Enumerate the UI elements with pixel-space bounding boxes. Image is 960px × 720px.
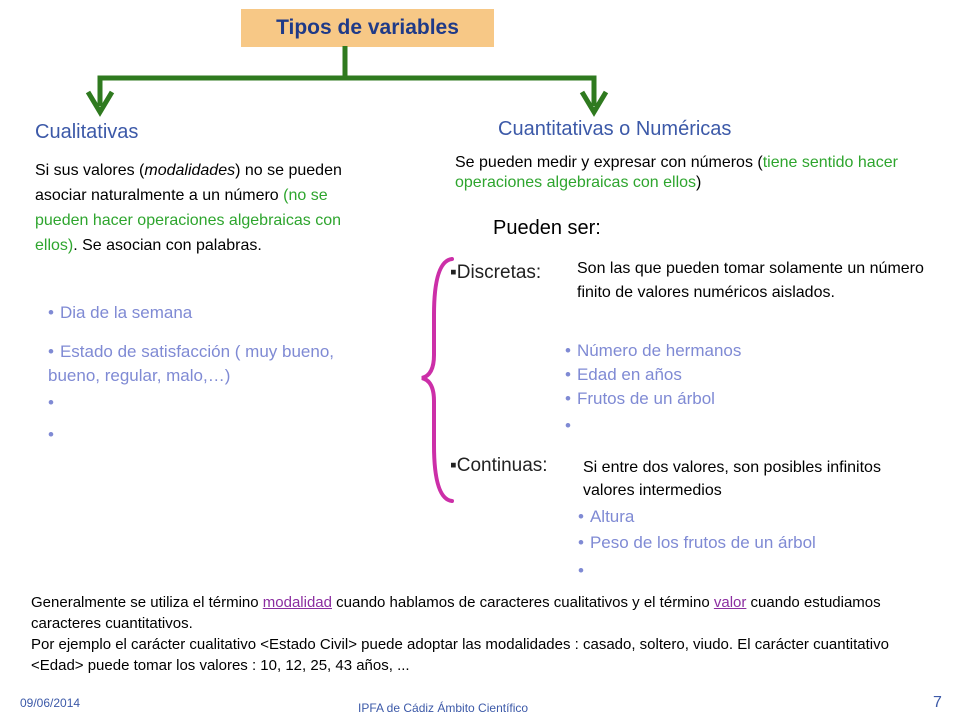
list-item-empty: • — [48, 393, 54, 412]
list-item-empty: • — [48, 425, 54, 444]
qualitative-description: Si sus valores (modalidades) no se pueden asociar naturalmente a un número (no se pueden hacer operaciones algebraicas con ellos). Se asocian con palabras. — [35, 162, 342, 254]
list-item: • Dia de la semana — [48, 303, 193, 322]
footer-center: IPFA de Cádiz Ámbito Científico — [358, 701, 529, 715]
quantitative-description: Se pueden medir y expresar con números (tiene sentido hacer operaciones algebraicas con ellos) — [455, 154, 898, 191]
list-item: • Altura — [578, 507, 635, 526]
page-title: Tipos de variables — [241, 9, 494, 47]
continuous-label: ▪Continuas: — [450, 455, 548, 476]
list-item: • Número de hermanos — [565, 341, 742, 360]
page-number: 7 — [933, 694, 942, 711]
list-item-empty: • — [578, 561, 584, 580]
list-item-empty: • — [565, 416, 571, 435]
tree-diagram-arrows — [0, 0, 960, 130]
pueden-ser-label: Pueden ser: — [493, 217, 601, 239]
footer-date: 09/06/2014 — [20, 696, 81, 710]
list-item: • Edad en años — [565, 365, 682, 384]
note-paragraph-1: Generalmente se utiliza el término modalidad cuando hablamos de caracteres cualitativos y el término valor cuando estudiamos caracteres cuantitativos. — [31, 594, 881, 632]
valor-link[interactable]: valor — [713, 594, 747, 611]
bottom-note — [31, 592, 931, 676]
list-item: • Frutos de un árbol — [565, 389, 715, 408]
discrete-label: ▪Discretas: — [450, 262, 542, 283]
modalidad-link[interactable]: modalidad — [262, 594, 332, 611]
continuous-description: Si entre dos valores, son posibles infinitos valores intermedios — [583, 459, 881, 499]
note-paragraph-2: Por ejemplo el carácter cualitativo <Estado Civil> puede adoptar las modalidades : casado, soltero, viudo. El carácter cuantitativo <Edad> puede tomar los valores : 10, 12, 25, 43 años, ... — [31, 636, 889, 674]
discrete-description: Son las que pueden tomar solamente un número finito de valores numéricos aislados. — [577, 260, 924, 301]
quantitative-heading: Cuantitativas o Numéricas — [498, 118, 732, 140]
list-item: • Estado de satisfacción ( muy bueno, bueno, regular, malo,…) — [48, 342, 334, 385]
list-item: • Peso de los frutos de un árbol — [578, 533, 816, 552]
qualitative-heading: Cualitativas — [35, 121, 139, 143]
